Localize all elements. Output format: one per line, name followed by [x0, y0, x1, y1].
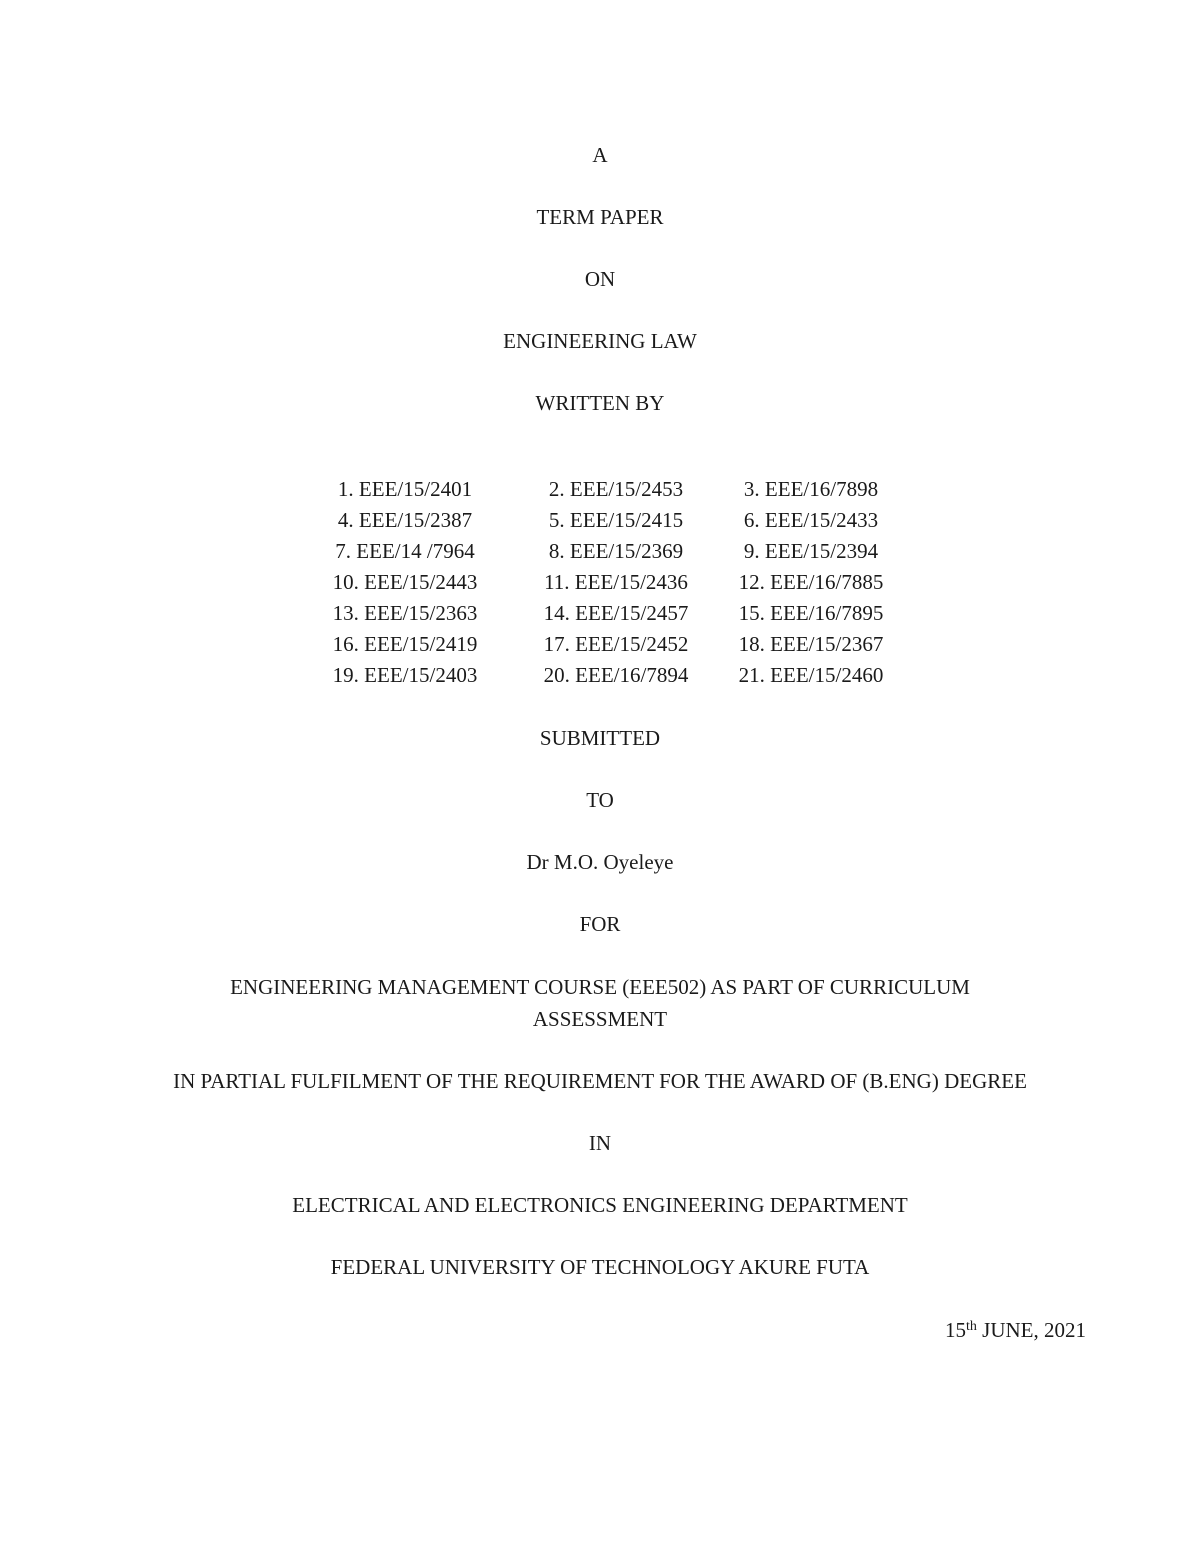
submission-date	[945, 1315, 1086, 1345]
student-id: 20. EEE/16/7894	[543, 663, 689, 687]
fulfilment-line: IN PARTIAL FULFILMENT OF THE REQUIREMENT FOR THE AWARD OF (B.ENG) DEGREE	[173, 1069, 1027, 1093]
student-id: 19. EEE/15/2403	[332, 663, 478, 687]
student-id: 13. EEE/15/2363	[332, 601, 478, 625]
student-id: 16. EEE/15/2419	[332, 632, 478, 656]
student-id-table	[300, 474, 900, 691]
student-id-row	[300, 567, 900, 598]
student-id: 14. EEE/15/2457	[543, 601, 689, 625]
student-id: 9. EEE/15/2394	[743, 539, 879, 563]
student-id: 18. EEE/15/2367	[738, 632, 884, 656]
submitted-heading: SUBMITTED	[539, 726, 661, 750]
student-id-row	[300, 505, 900, 536]
title-topic: ENGINEERING LAW	[503, 329, 697, 353]
student-id: 21. EEE/15/2460	[738, 663, 884, 687]
student-id: 4. EEE/15/2387	[337, 508, 473, 532]
student-id: 7. EEE/14 /7964	[335, 539, 475, 563]
student-id: 5. EEE/15/2415	[548, 508, 684, 532]
student-id: 11. EEE/15/2436	[544, 570, 688, 594]
student-id-row	[300, 629, 900, 660]
title-on: ON	[584, 267, 616, 291]
course-line-2: ASSESSMENT	[532, 1007, 668, 1031]
date-month-year: JUNE, 2021	[976, 1318, 1086, 1342]
student-id-row	[300, 660, 900, 691]
course-line-1: ENGINEERING MANAGEMENT COURSE (EEE502) AS PART OF CURRICULUM	[230, 975, 970, 999]
for-heading: FOR	[579, 912, 621, 936]
to-heading: TO	[586, 788, 614, 812]
student-id: 8. EEE/15/2369	[548, 539, 684, 563]
in-heading: IN	[588, 1131, 612, 1155]
student-id-row	[300, 474, 900, 505]
recipient-name: Dr M.O. Oyeleye	[526, 850, 674, 874]
date-day: 15	[945, 1318, 967, 1342]
student-id-row	[300, 598, 900, 629]
title-a: A	[592, 143, 608, 167]
title-written-by: WRITTEN BY	[535, 391, 665, 415]
student-id: 3. EEE/16/7898	[743, 477, 879, 501]
title-term-paper: TERM PAPER	[536, 205, 664, 229]
student-id: 2. EEE/15/2453	[548, 477, 684, 501]
student-id: 1. EEE/15/2401	[337, 477, 473, 501]
student-id: 15. EEE/16/7895	[738, 601, 884, 625]
student-id: 6. EEE/15/2433	[743, 508, 879, 532]
student-id: 12. EEE/16/7885	[738, 570, 884, 594]
student-id-row	[300, 536, 900, 567]
university-line: FEDERAL UNIVERSITY OF TECHNOLOGY AKURE FUTA	[330, 1255, 870, 1279]
student-id: 10. EEE/15/2443	[332, 570, 478, 594]
student-id: 17. EEE/15/2452	[543, 632, 689, 656]
department-line: ELECTRICAL AND ELECTRONICS ENGINEERING DEPARTMENT	[292, 1193, 908, 1217]
date-ordinal-suffix: th	[966, 1319, 977, 1334]
